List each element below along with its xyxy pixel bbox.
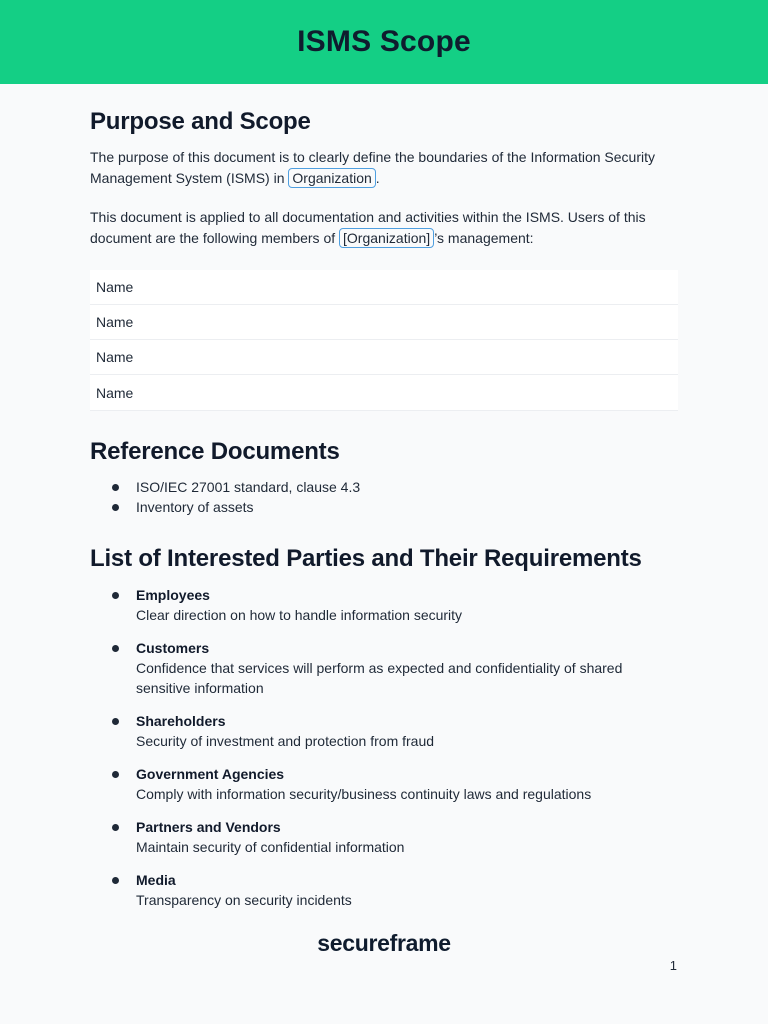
party-name: Customers [136, 640, 210, 656]
party-name: Shareholders [136, 713, 226, 729]
organization-bracket-placeholder-field[interactable]: [Organization] [339, 228, 434, 248]
scope-paragraph [90, 207, 680, 249]
bullet-icon [112, 771, 119, 778]
bullet-icon [112, 592, 119, 599]
purpose-text: The purpose of this document is to clearly define the boundaries of the Information Security Management System (ISMS) in [90, 149, 655, 186]
header-banner [0, 0, 768, 84]
party-name: Partners and Vendors [136, 819, 281, 835]
organization-placeholder-field[interactable]: Organization [288, 168, 375, 188]
party-requirement: Comply with information security/business continuity laws and regulations [136, 786, 592, 802]
party-name: Media [136, 872, 176, 888]
list-item [90, 477, 360, 497]
party-requirement: Confidence that services will perform as expected and confidentiality of shared sensitive information [136, 660, 623, 696]
list-item [90, 711, 680, 751]
parties-list [90, 585, 680, 923]
references-heading: Reference Documents [90, 438, 340, 465]
bullet-icon [112, 877, 119, 884]
page-title: ISMS Scope [297, 25, 471, 58]
bullet-icon [112, 504, 119, 511]
reference-label: Inventory of assets [136, 499, 254, 515]
references-list [90, 477, 360, 517]
bullet-icon [112, 484, 119, 491]
members-table [90, 270, 678, 411]
party-requirement: Maintain security of confidential information [136, 839, 405, 855]
purpose-paragraph [90, 147, 680, 189]
scope-text-end: ’s management: [434, 230, 534, 246]
party-requirement: Transparency on security incidents [136, 892, 352, 908]
party-requirement: Clear direction on how to handle information security [136, 607, 463, 623]
table-row[interactable]: Name [90, 340, 678, 375]
purpose-text-end: . [375, 170, 380, 186]
list-item [90, 585, 680, 625]
list-item [90, 638, 680, 698]
secureframe-logo: secureframe [317, 930, 451, 956]
table-row[interactable]: Name [90, 270, 678, 305]
page-number: 1 [669, 958, 677, 973]
list-item [90, 497, 360, 517]
bullet-icon [112, 645, 119, 652]
list-item [90, 870, 680, 910]
list-item [90, 817, 680, 857]
table-row[interactable]: Name [90, 375, 678, 411]
party-requirement: Security of investment and protection from fraud [136, 733, 435, 749]
purpose-heading: Purpose and Scope [90, 108, 311, 135]
bullet-icon [112, 824, 119, 831]
table-row[interactable]: Name [90, 305, 678, 340]
scope-text: This document is applied to all documentation and activities within the ISMS. Users of this document are the following members of [90, 209, 646, 246]
reference-label: ISO/IEC 27001 standard, clause 4.3 [136, 479, 361, 495]
party-name: Government Agencies [136, 766, 285, 782]
parties-heading: List of Interested Parties and Their Requirements [90, 545, 642, 572]
bullet-icon [112, 718, 119, 725]
list-item [90, 764, 680, 804]
party-name: Employees [136, 587, 210, 603]
